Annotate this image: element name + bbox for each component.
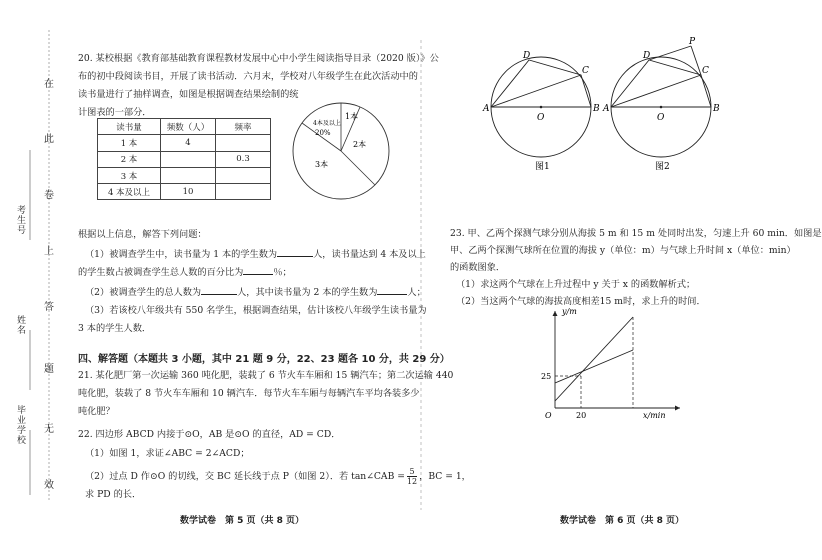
table-cell — [161, 167, 216, 183]
seal-char: 题 — [44, 364, 54, 375]
pie-label-2: 2本 — [353, 140, 367, 149]
q21-line: 吨化肥？ — [78, 406, 115, 417]
answer-blank — [277, 247, 313, 257]
table-cell — [216, 184, 271, 200]
page-divider — [419, 40, 423, 510]
table-row — [98, 167, 271, 183]
point-label-B: B — [713, 104, 720, 114]
q23-line: 23. 甲、乙两个探测气球分别从海拔 5 m 和 15 m 处同时出发，匀速上升 60 min．如图是 — [450, 228, 822, 239]
table-row — [98, 184, 271, 200]
table-row — [98, 151, 271, 167]
q20-line: 读书量进行了抽样调查，如图是根据调查结果绘制的统 — [78, 89, 299, 100]
point-label-D: D — [643, 51, 651, 61]
graph-x-tick: 20 — [576, 411, 587, 420]
table-header: 读书量 — [98, 119, 161, 135]
balloon-graph — [535, 305, 695, 425]
point-label-B: B — [593, 104, 600, 114]
footer-right: 数学试卷 第 6 页（共 8 页） — [560, 516, 685, 526]
seal-char: 在 — [44, 79, 54, 90]
table-cell — [161, 151, 216, 167]
q22-part2: （2）过点 D 作⊙O 的切线，交 BC 延长线于点 P（如图 2）．若 tan∠CAB = $\frac{5}{12}$ ，BC = 1， — [85, 467, 471, 486]
school-label: 毕业学校 — [15, 405, 25, 445]
q20-line: 计图表的一部分． — [78, 107, 152, 118]
answer-blank — [377, 285, 407, 295]
seal-char: 答 — [44, 302, 54, 313]
tan-fraction: $\frac{5}{12}$ — [406, 467, 418, 486]
figure-1 — [485, 45, 605, 175]
q23-part2: （2）当这两个气球的海拔高度相差15 m时，求上升的时间． — [456, 296, 706, 307]
q20-part3-cont: 3 本的学生人数． — [78, 323, 152, 334]
seal-char: 上 — [44, 246, 54, 257]
reading-pie-chart — [285, 95, 397, 207]
seal-char: 无 — [44, 424, 54, 435]
table-header-row — [98, 119, 271, 135]
point-label-O: O — [657, 113, 665, 123]
table-header: 频数（人） — [161, 119, 216, 135]
table-row — [98, 135, 271, 151]
graph-y-tick: 25 — [541, 372, 552, 381]
q20-line: 20. 某校根据《教育部基础教育课程教材发展中心中小学生阅读指导目录（2020 版）》公 — [78, 53, 439, 64]
table-cell: 4 — [161, 135, 216, 151]
pie-label-3: 3本 — [315, 160, 329, 169]
table-cell: 0.3 — [216, 151, 271, 167]
answer-blank — [201, 285, 237, 295]
q20-part3: （3）若该校八年级共有 550 名学生，根据调查结果，估计该校八年级学生读书量为 — [85, 305, 427, 316]
q20-part1-cont: 的学生数占被调查学生总人数的百分比为 ％； — [78, 267, 292, 278]
seal-char: 效 — [44, 480, 54, 491]
figure-2-caption: 图2 — [655, 162, 670, 172]
name-label: 姓名 — [15, 315, 25, 335]
seal-char: 此 — [44, 134, 54, 145]
q20-part2: （2）被调查学生的总人数为 人，其中读书量为 2 本的学生数为 人； — [85, 287, 426, 298]
point-label-O: O — [537, 113, 545, 123]
exam-no-label: 考生号 — [15, 205, 25, 235]
table-cell — [216, 135, 271, 151]
q22-part2-cont: 求 PD 的长． — [85, 489, 142, 500]
figure-1-caption: 图1 — [535, 162, 550, 172]
table-cell: 1 本 — [98, 135, 161, 151]
point-label-C: C — [582, 66, 589, 76]
table-cell: 10 — [161, 184, 216, 200]
table-header: 频率 — [216, 119, 271, 135]
footer-left: 数学试卷 第 5 页（共 8 页） — [180, 516, 305, 526]
point-label-D: D — [523, 51, 531, 61]
point-label-P: P — [689, 37, 696, 47]
table-cell: 2 本 — [98, 151, 161, 167]
q20-line: 布的初中段阅读书目，开展了读书活动．六月末，学校对八年级学生在此次活动中的 — [78, 71, 418, 82]
q23-line: 甲、乙两个探测气球所在位置的海拔 y（单位：m）与气球上升时间 x（单位：min） — [450, 245, 796, 256]
point-label-A: A — [483, 104, 490, 114]
pie-label-4plus: 4本及以上 — [313, 120, 341, 127]
binding-margin — [0, 0, 72, 560]
q22-part1: （1）如图 1，求证∠ABC = 2∠ACD； — [85, 448, 250, 459]
q20-instruction: 根据以上信息，解答下列问题： — [78, 229, 207, 240]
point-label-A: A — [603, 104, 610, 114]
q21-line: 吨化肥，装载了 8 节火车车厢和 10 辆汽车．每节火车车厢与每辆汽车平均各装多少 — [78, 388, 420, 399]
table-cell: 4 本及以上 — [98, 184, 161, 200]
point-label-C: C — [702, 66, 709, 76]
section-4-heading: 四、解答题（本题共 3 小题，其中 21 题 9 分，22、23 题各 10 分，共 29 分） — [78, 354, 450, 365]
seal-char: 卷 — [44, 190, 54, 201]
q22-line: 22. 四边形 ABCD 内接于⊙O，AB 是⊙O 的直径，AD = CD． — [78, 429, 341, 440]
pie-label-percent: 20% — [315, 129, 331, 137]
q23-part1: （1）求这两个气球在上升过程中 y 关于 x 的函数解析式； — [456, 279, 696, 290]
q21-line: 21. 某化肥厂第一次运输 360 吨化肥，装载了 6 节火车车厢和 15 辆汽车；第二次运输 440 — [78, 370, 454, 381]
q20-part1: （1）被调查学生中，读书量为 1 本的学生数为 人，读书量达到 4 本及以上 — [85, 249, 426, 260]
table-cell — [216, 167, 271, 183]
frequency-table — [97, 118, 271, 200]
figure-2 — [605, 38, 725, 175]
q23-line: 的函数图象． — [450, 262, 506, 273]
graph-y-label: y/m — [562, 307, 577, 316]
table-cell: 3 本 — [98, 167, 161, 183]
graph-origin: O — [545, 411, 552, 420]
graph-x-label: x/min — [643, 411, 666, 420]
pie-label-1: 1本 — [345, 112, 359, 121]
answer-blank — [243, 265, 273, 275]
